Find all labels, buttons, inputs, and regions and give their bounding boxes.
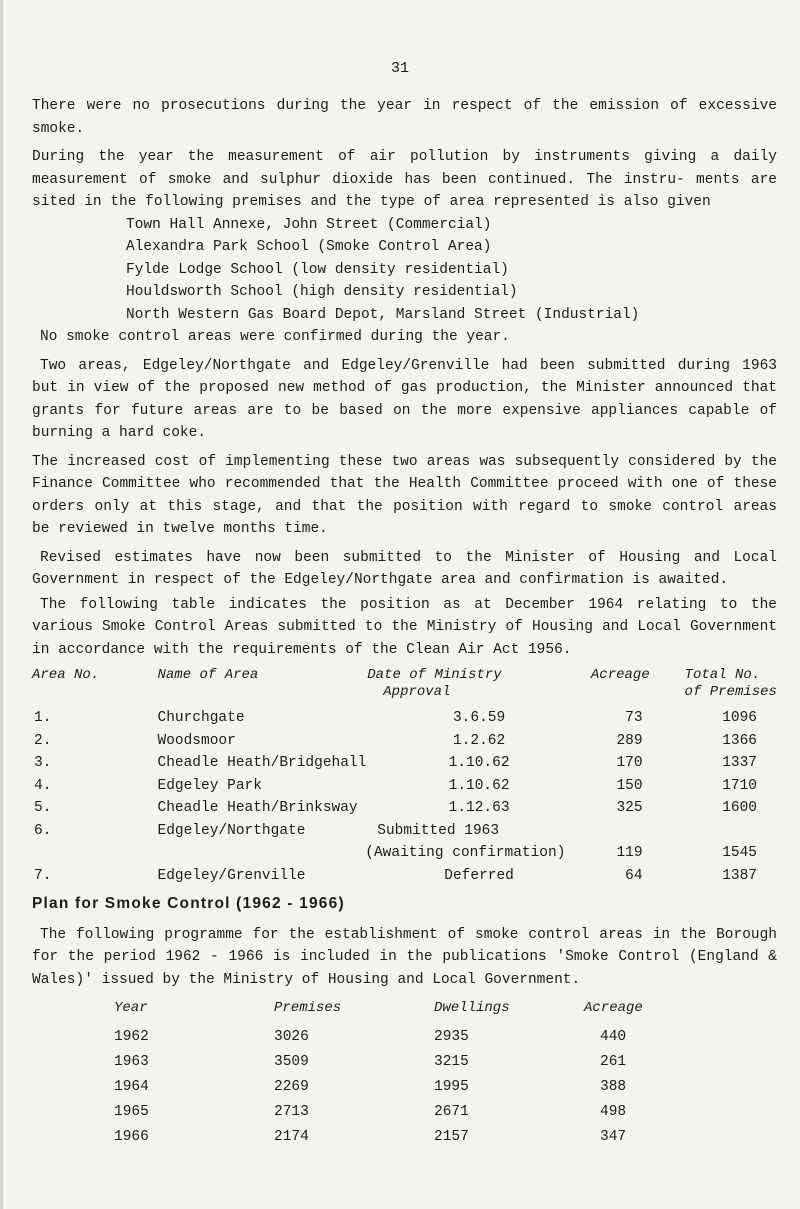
cell-dwellings: 2935 (434, 1029, 469, 1045)
paragraph-programme: The following programme for the establishment of smoke control areas in the Borough for the period 1962 - 1966 is included in the publications 'Smoke Control (England & Wales)' issued by the Ministry of Housing and Local Government. (32, 926, 777, 988)
premises-list (32, 214, 777, 327)
cell-acreage: 347 (600, 1129, 627, 1145)
cell-name: Cheadle Heath/Bridgehall (157, 755, 367, 771)
cell-acreage: 388 (600, 1079, 627, 1095)
table-row (114, 1075, 714, 1100)
cell-premises: 1710 (722, 777, 757, 794)
cell-no: 2. (34, 732, 52, 749)
cell-year: 1965 (114, 1104, 149, 1120)
cell-name: Cheadle Heath/Brinksway (157, 800, 358, 816)
cell-year: 1962 (114, 1029, 149, 1045)
premises-item: North Western Gas Board Depot, Marsland Street (Industrial) (126, 306, 640, 323)
cell-date-note: (Awaiting confirmation) (365, 845, 566, 861)
cell-name: Woodsmoor (157, 732, 236, 749)
programme-table (114, 997, 714, 1150)
cell-no: 6. (34, 822, 52, 839)
cell-dwellings: 3215 (434, 1054, 469, 1070)
cell-no: 7. (34, 867, 52, 884)
table-row (114, 1050, 714, 1075)
table-row (32, 797, 777, 820)
cell-acreage: 325 (616, 800, 643, 816)
cell-premises: 2174 (274, 1129, 309, 1145)
cell-name: Churchgate (157, 710, 245, 726)
header-premises: Premises (274, 1000, 342, 1016)
header-total (685, 667, 777, 701)
table-row (32, 865, 777, 888)
premises-item: Town Hall Annexe, John Street (Commercial) (126, 216, 492, 233)
header-date (367, 667, 591, 701)
paragraph-measurement: During the year the measurement of air pollution by instruments giving a daily measurement of smoke and sulphur dioxide has been continued. The instru- ments are sited in the following premises and the type of area represented is also given (32, 149, 777, 210)
table-row (32, 707, 777, 730)
paragraph-revised-estimates: Revised estimates have now been submitted to the Minister of Housing and Local Government in respect of the Edgeley/Northgate area and confirmation is awaited. (32, 549, 777, 588)
cell-no: 1. (34, 710, 52, 726)
paragraph-prosecutions: There were no prosecutions during the year in respect of the emission of excessive smoke. (32, 98, 777, 137)
cell-date: 1.2.62 (452, 732, 506, 749)
cell-premises: 2713 (274, 1104, 309, 1120)
cell-dwellings: 1995 (434, 1079, 469, 1095)
cell-acreage: 170 (616, 755, 643, 771)
header-area-no: Area No. (32, 667, 100, 683)
cell-date: 1.10.62 (448, 755, 510, 771)
cell-premises: 1387 (722, 867, 757, 884)
cell-acreage: 119 (616, 845, 643, 861)
table-row (32, 730, 777, 753)
cell-acreage: 261 (600, 1054, 627, 1070)
cell-premises: 1096 (722, 710, 757, 726)
table-row (114, 1100, 714, 1125)
table-row (32, 775, 777, 798)
cell-date: 1.12.63 (448, 800, 510, 816)
cell-year: 1963 (114, 1054, 149, 1070)
header-name: Name of Area (157, 667, 259, 683)
plan-heading: Plan for Smoke Control (1962 - 1966) (32, 895, 345, 912)
table-row (32, 820, 777, 865)
cell-date: 3.6.59 (452, 710, 506, 726)
cell-premises: 3509 (274, 1054, 309, 1070)
cell-premises: 1366 (722, 732, 757, 749)
cell-premises: 1337 (722, 755, 757, 771)
table-row (114, 1125, 714, 1150)
cell-date (367, 820, 591, 865)
cell-acreage: 73 (625, 710, 643, 726)
header-year: Year (114, 1000, 148, 1016)
table-header-row (114, 997, 714, 1019)
cell-dwellings: 2671 (434, 1104, 469, 1120)
premises-item: Alexandra Park School (Smoke Control Area) (126, 239, 492, 255)
cell-year: 1966 (114, 1129, 149, 1145)
cell-name: Edgeley/Grenville (157, 867, 306, 884)
header-total-line-2: of Premises (684, 684, 777, 700)
cell-acreage: 64 (625, 867, 643, 884)
table-row (32, 752, 777, 775)
body-text (32, 95, 777, 1150)
cell-date: 1.10.62 (448, 777, 510, 794)
header-total-line-1: Total No. (684, 667, 761, 683)
cell-premises: 2269 (274, 1079, 309, 1095)
cell-dwellings: 2157 (434, 1129, 469, 1145)
paragraph-increased-cost: The increased cost of implementing these two areas was subsequently considered by the Finance Committee who recommended that the Health Committee proceed with one of these orders only at this stage, and that the position with regard to smoke control areas be reviewed in twelve months time. (32, 453, 777, 537)
smoke-control-areas-table (32, 667, 777, 887)
cell-date: Deferred (444, 867, 514, 884)
premises-item: Fylde Lodge School (low density residential) (126, 261, 509, 278)
cell-no: 5. (34, 800, 52, 816)
cell-year: 1964 (114, 1079, 149, 1095)
cell-acreage: 440 (600, 1029, 627, 1045)
cell-premises: 1545 (722, 845, 757, 861)
page-number: 31 (390, 60, 409, 77)
header-date-line-1: Date of Ministry (367, 667, 502, 683)
paragraph-two-areas: Two areas, Edgeley/Northgate and Edgeley/Grenville had been submitted during 1963 but in view of the proposed new method of gas production, the Minister announced that grants for future areas are to be based on the more expensive appliances capable of burning a hard coke. (32, 357, 777, 441)
cell-name: Edgeley Park (157, 777, 262, 794)
table-header-row (32, 667, 777, 701)
cell-acreage: 498 (600, 1104, 627, 1120)
cell-acreage: 289 (616, 732, 643, 749)
cell-acreage: 150 (616, 777, 643, 794)
header-acreage: Acreage (590, 667, 650, 683)
header-dwellings: Dwellings (434, 1000, 510, 1016)
cell-premises: 1600 (722, 800, 757, 816)
cell-no: 3. (34, 755, 52, 771)
paragraph-table-intro: The following table indicates the position as at December 1964 relating to the various Smoke Control Areas submitted to the Ministry of Housing and Local Government in accordance with the requirements of the Clean Air Act 1956. (32, 596, 777, 658)
header-acreage: Acreage (584, 1000, 643, 1016)
cell-date-status: Submitted 1963 (377, 822, 500, 839)
table-row (114, 1025, 714, 1050)
cell-no: 4. (34, 777, 52, 794)
paragraph-no-confirmation: No smoke control areas were confirmed during the year. (40, 329, 510, 345)
header-date-line-2: Approval (383, 684, 451, 700)
cell-name: Edgeley/Northgate (157, 822, 306, 839)
page-edge (0, 0, 3, 1209)
premises-item: Houldsworth School (high density residential) (126, 284, 518, 300)
cell-premises: 3026 (274, 1029, 309, 1045)
